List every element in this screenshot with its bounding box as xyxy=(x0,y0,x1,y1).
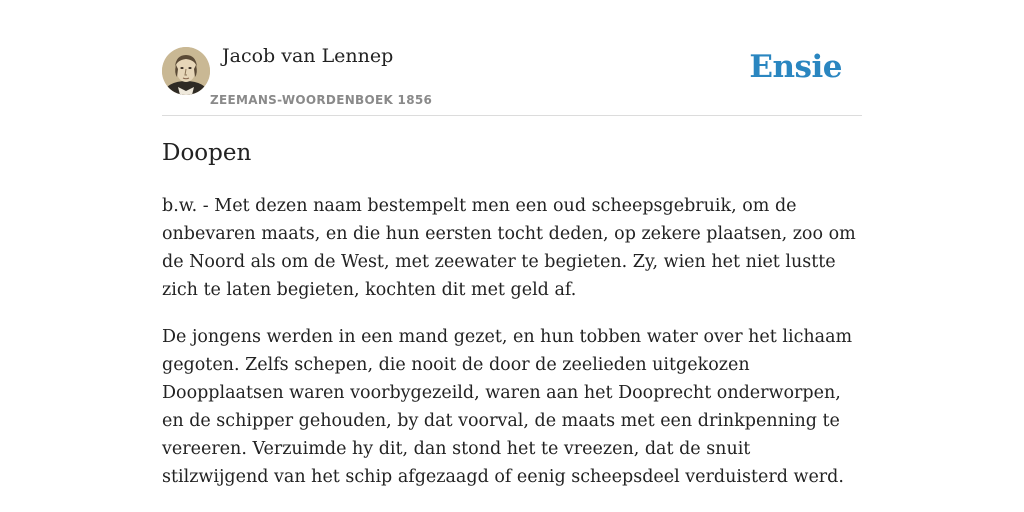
author-name[interactable]: Jacob van Lennep xyxy=(222,45,394,67)
author-portrait-icon xyxy=(162,47,210,95)
ensie-logo[interactable]: Ensie xyxy=(749,49,842,85)
entry-card xyxy=(162,0,862,487)
entry-paragraph: De jongens werden in een mand gezet, en hun tobben water over het lichaam gegoten. Zelfs schepen, die nooit de door de zeelieden uitgekozen Doopplaatsen waren voorbygezeild, waren aan het Dooprecht onderworpen, en de schipper gehouden, by dat voorval, de maats met een drinkpenning te vereeren. Verzuimde hy dit, dan stond het te vreezen, dat de snuit stilzwijgend van het schip afgezaagd of eenig scheepsdeel verduisterd werd. xyxy=(162,327,853,487)
entry-header xyxy=(162,0,862,116)
entry-paragraph: b.w. - Met dezen naam bestempelt men een oud scheepsgebruik, om de onbevaren maats, en die hun eersten tocht deden, op zekere plaatsen, zoo om de Noord als om de West, met zeewater te begieten. Zy, wien het niet lustte zich te laten begieten, kochten dit met geld af. xyxy=(162,196,856,300)
entry-body xyxy=(162,192,862,510)
source-label[interactable]: ZEEMANS-WOORDENBOEK 1856 xyxy=(210,93,433,107)
entry-title: Doopen xyxy=(162,140,252,166)
author-avatar[interactable] xyxy=(162,47,210,95)
